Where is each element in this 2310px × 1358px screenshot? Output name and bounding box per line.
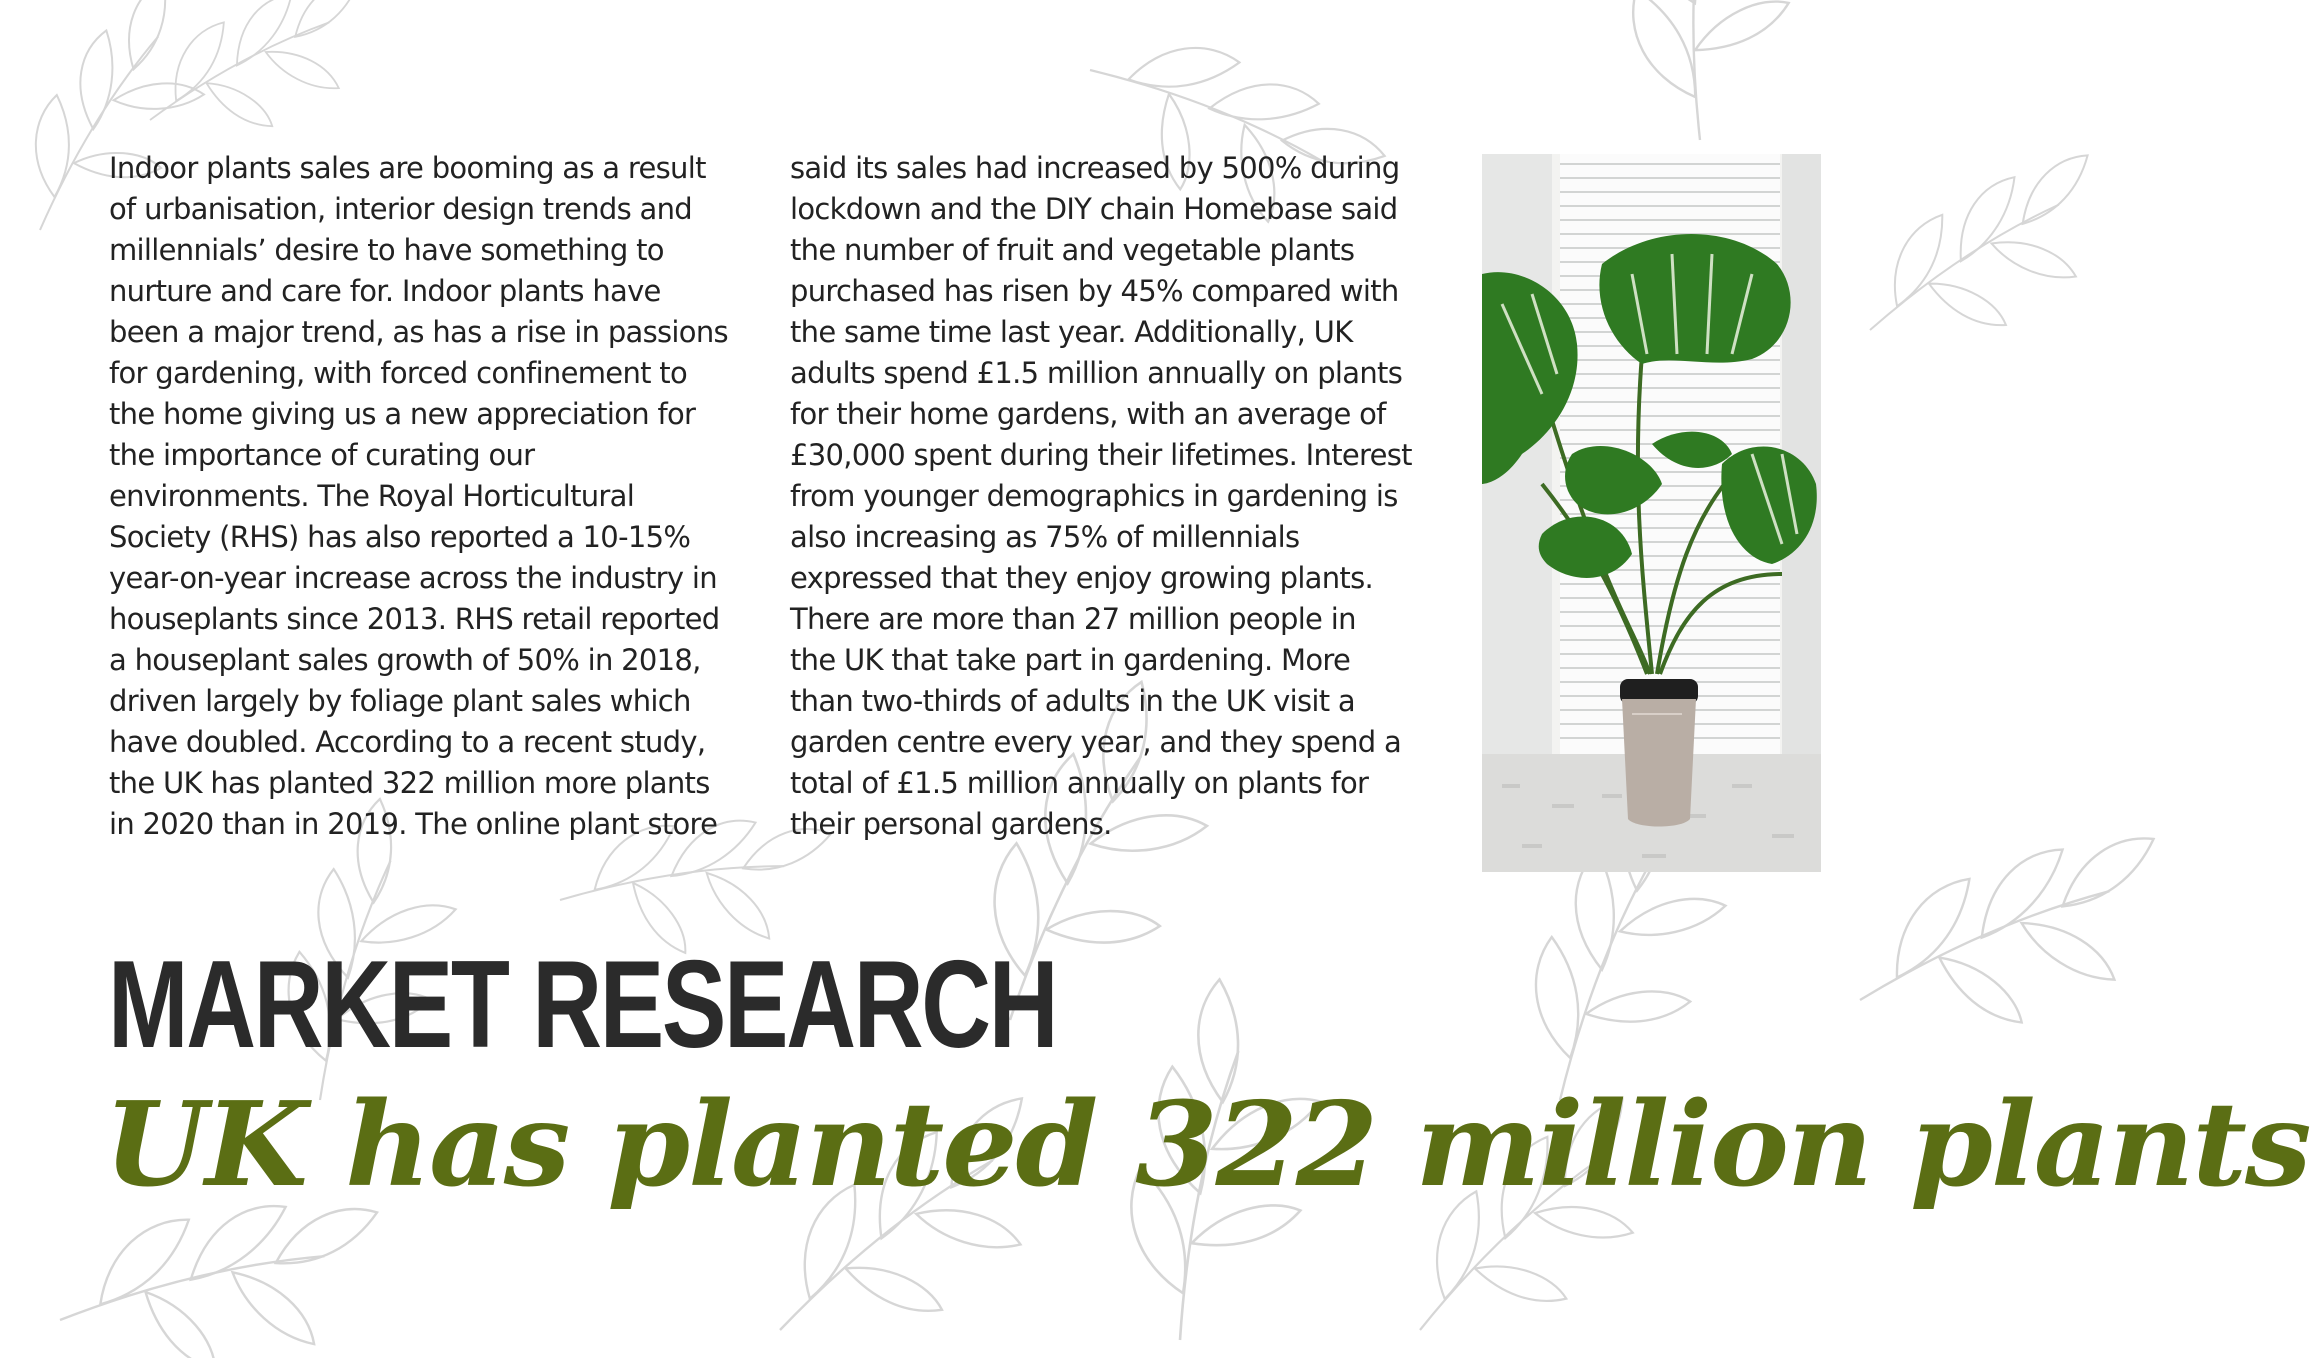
headline-tagline: UK has planted 322 million plants (104, 1077, 2310, 1213)
section-heading: MARKET RESEARCH (108, 936, 1057, 1074)
article-column-right: said its sales had increased by 500% during lockdown and the DIY chain Homebase said the number of fruit and vegetable plants purchased has risen by 45% compared with the same time last year. Additionally, UK adults spend £1.5 million annually on plants for their home gardens, with an average of £30,000 spent during their lifetimes. Interest from younger demographics in gardening is also increasing as 75% of millennials expressed that they enjoy growing plants. There are more than 27 million people in the UK that take part in gardening. More than two-thirds of adults in the UK visit a garden centre every year, and they spend a total of £1.5 million annually on plants for their personal gardens. (790, 151, 1412, 841)
article-column-left: Indoor plants sales are booming as a result of urbanisation, interior design trends and millennials’ desire to have something to nurture and care for. Indoor plants have been a major trend, as has a rise in passions for gardening, with forced confinement to the home giving us a new appreciation for the importance of curating our environments. The Royal Horticultural Society (RHS) has also reported a 10-15% year-on-year increase across the industry in houseplants since 2013. RHS retail reported a houseplant sales growth of 50% in 2018, driven largely by foliage plant sales which have doubled. According to a recent study, the UK has planted 322 million more plants in 2020 than in 2019. The online plant store (109, 151, 728, 841)
monstera-plant-photo (1482, 154, 1821, 872)
